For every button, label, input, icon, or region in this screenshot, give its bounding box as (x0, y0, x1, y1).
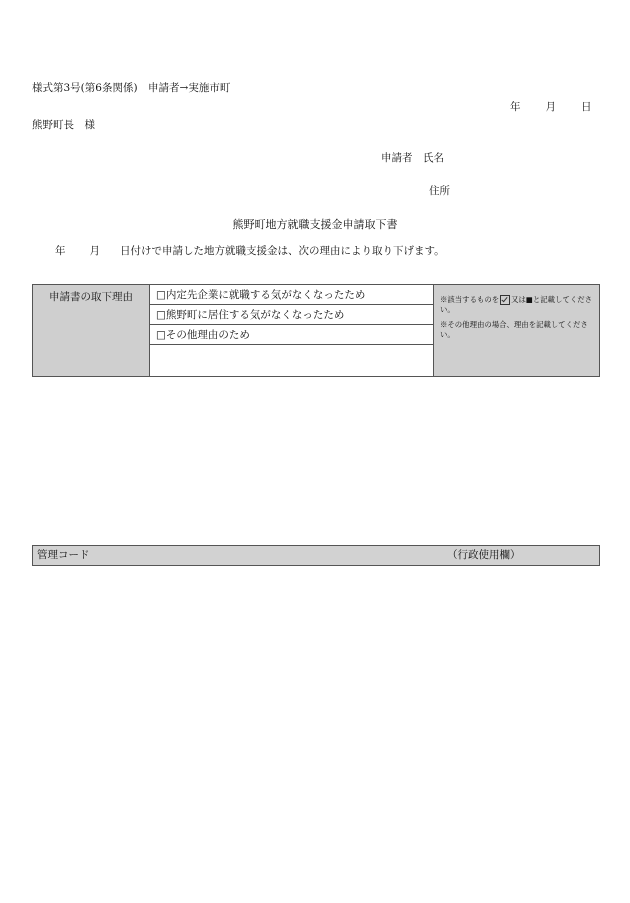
date-day: 日 (581, 101, 592, 113)
reason-option-other[interactable]: □その他理由のため (150, 325, 433, 345)
reason-options (150, 285, 434, 376)
instruction-notes (434, 285, 599, 376)
intro-year: 年 (55, 245, 66, 257)
reason-label: 申請書の取下理由 (33, 285, 150, 376)
date-month: 月 (545, 101, 556, 113)
reason-option-residence[interactable]: □熊野町に居住する気がなくなったため (150, 305, 433, 325)
other-reason-field[interactable] (150, 345, 433, 376)
instruction-note-check: ※該当するものを 又は■と記載してください。 (440, 295, 593, 314)
addressee: 熊野町長 様 (32, 119, 95, 131)
applicant-address-label: 住所 (429, 185, 450, 197)
document-title: 熊野町地方就職支援金申請取下書 (232, 218, 398, 231)
instruction-note-other: ※その他理由の場合、理由を記載してください。 (440, 320, 588, 339)
applicant-name-label: 申請者 氏名 (381, 152, 444, 164)
intro-statement (55, 243, 445, 258)
intro-text: 日付けで申請した地方就職支援金は、次の理由により取り下げます。 (120, 245, 445, 257)
form-number: 様式第3号(第6条関係) 申請者→実施市町 (32, 82, 231, 94)
date-year: 年 (510, 101, 521, 113)
checkbox-checked-icon (500, 295, 510, 305)
admin-code-label: 管理コード (37, 549, 90, 561)
reason-option-job[interactable]: □内定先企業に就職する気がなくなったため (150, 285, 433, 305)
withdrawal-reason-table (32, 284, 600, 377)
date-line (510, 99, 592, 114)
admin-use-note: （行政使用欄） (447, 549, 521, 561)
admin-code-bar (32, 545, 600, 566)
intro-month: 月 (89, 245, 100, 257)
